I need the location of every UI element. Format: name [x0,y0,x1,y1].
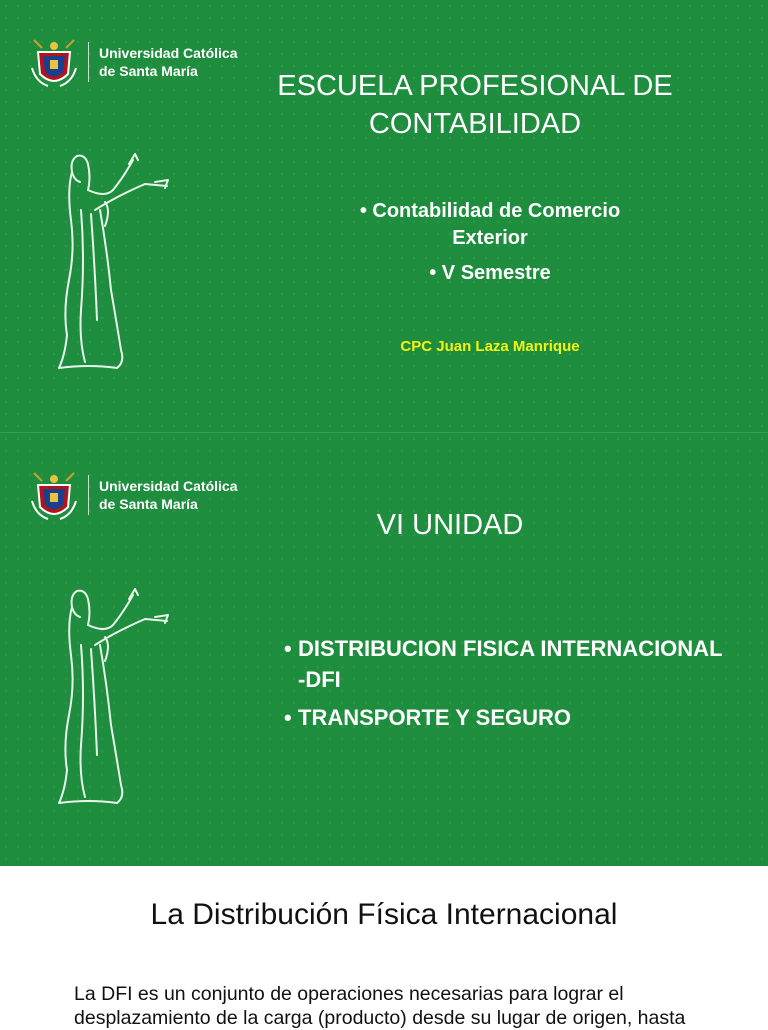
university-name-line2: de Santa María [99,496,198,512]
university-crest-icon [28,465,80,525]
university-name-line1: Universidad Católica [99,478,238,494]
logo-divider [88,475,89,515]
body-paragraph: La DFI es un conjunto de operaciones necesarias para lograr el desplazamiento de la carga (producto) desde su lugar de origen, hasta [74,983,686,1029]
bullet-text: Contabilidad de Comercio Exterior [372,200,621,249]
slide-title-page [0,0,768,432]
university-logo [28,465,238,525]
bullet-list [320,198,660,295]
list-item: • Contabilidad de Comercio Exterior [359,200,621,249]
bullet-text: TRANSPORTE Y SEGURO [298,705,572,730]
slide-title: VI UNIDAD [376,509,524,541]
virgin-figure-icon [55,150,175,372]
virgin-figure-icon [55,585,175,807]
university-name [99,477,238,513]
university-name-line1: Universidad Católica [99,45,238,61]
university-name-line2: de Santa María [99,63,198,79]
bullet-text: V Semestre [441,262,551,284]
bullet-list [284,633,724,740]
bullet-text: DISTRIBUCION FISICA INTERNACIONAL -DFI [298,636,723,692]
bullet-dot: • [284,636,292,661]
list-item [284,702,724,733]
list-item [284,633,724,695]
logo-divider [88,42,89,82]
university-name [99,44,238,80]
slide-title: La Distribución Física Internacional [150,898,618,931]
university-logo [28,32,238,92]
university-crest-icon [28,32,80,92]
slide-unit [0,433,768,866]
slide-title: ESCUELA PROFESIONAL DE CONTABILIDAD [277,70,673,140]
author-name: CPC Juan Laza Manrique [400,338,580,355]
bullet-dot: • [284,705,292,730]
list-item: • V Semestre [429,262,551,284]
